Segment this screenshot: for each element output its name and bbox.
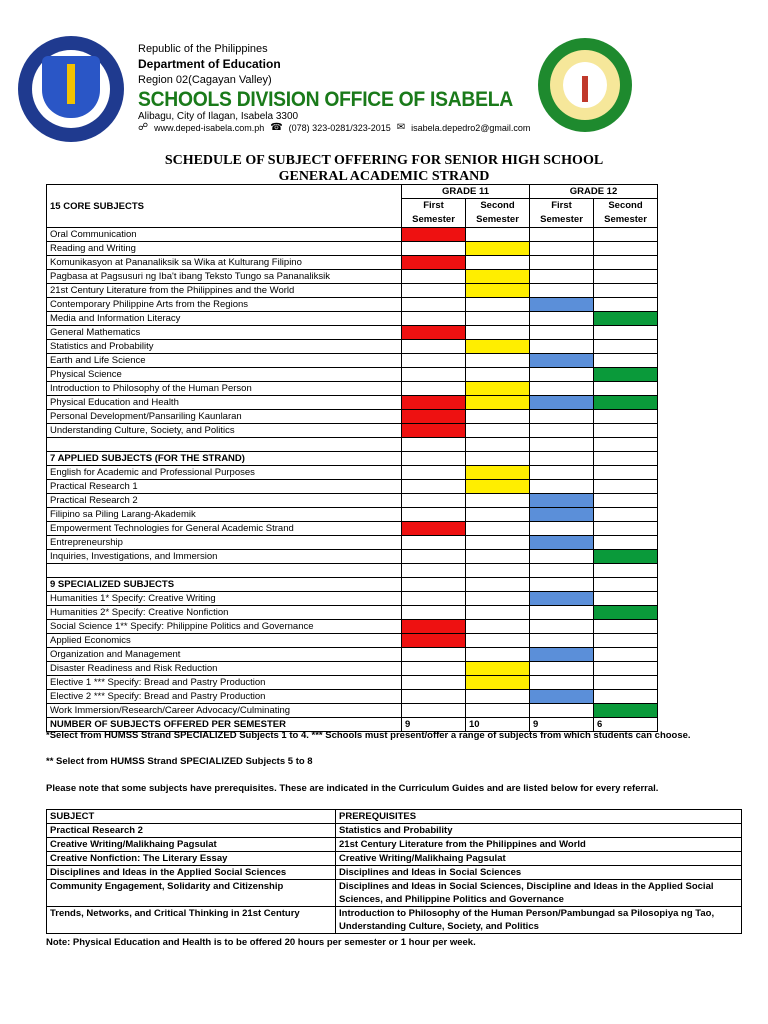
subject-row bbox=[47, 270, 658, 284]
semester-cell bbox=[594, 494, 658, 508]
prereq-requirement: Creative Writing/Malikhaing Pagsulat bbox=[336, 852, 742, 866]
semester-cell bbox=[402, 690, 466, 704]
semester-cell bbox=[594, 466, 658, 480]
subject-row bbox=[47, 452, 658, 466]
semester-cell bbox=[402, 326, 466, 340]
semester-cell bbox=[466, 242, 530, 256]
semester-cell bbox=[594, 592, 658, 606]
subject-name: Physical Education and Health bbox=[47, 396, 402, 410]
subject-row bbox=[47, 368, 658, 382]
subject-name: Entrepreneurship bbox=[47, 536, 402, 550]
subject-name: Pagbasa at Pagsusuri ng Iba't ibang Teksto Tungo sa Pananaliksik bbox=[47, 270, 402, 284]
semester-cell bbox=[466, 662, 530, 676]
semester-header-2 bbox=[466, 199, 530, 228]
semester-label-line2: Semester bbox=[604, 214, 647, 225]
semester-cell bbox=[466, 508, 530, 522]
semester-label-line1: First bbox=[423, 200, 444, 211]
subject-row bbox=[47, 396, 658, 410]
semester-cell bbox=[530, 480, 594, 494]
semester-cell bbox=[402, 704, 466, 718]
semester-cell bbox=[402, 298, 466, 312]
semester-cell bbox=[466, 606, 530, 620]
semester-cell bbox=[594, 368, 658, 382]
subject-row bbox=[47, 326, 658, 340]
semester-cell bbox=[530, 704, 594, 718]
semester-cell bbox=[466, 452, 530, 466]
semester-cell bbox=[530, 466, 594, 480]
semester-cell bbox=[402, 256, 466, 270]
semester-cell bbox=[402, 242, 466, 256]
semester-cell bbox=[530, 382, 594, 396]
semester-cell bbox=[402, 480, 466, 494]
semester-cell bbox=[402, 438, 466, 452]
subject-name: Social Science 1** Specify: Philippine Politics and Governance bbox=[47, 620, 402, 634]
subject-row bbox=[47, 536, 658, 550]
semester-cell bbox=[466, 592, 530, 606]
semester-cell bbox=[466, 256, 530, 270]
semester-cell bbox=[402, 410, 466, 424]
semester-cell bbox=[594, 634, 658, 648]
semester-cell bbox=[530, 592, 594, 606]
subject-name: Elective 2 *** Specify: Bread and Pastry Production bbox=[47, 690, 402, 704]
semester-cell bbox=[402, 466, 466, 480]
subject-row bbox=[47, 382, 658, 396]
semester-cell bbox=[466, 340, 530, 354]
subject-row bbox=[47, 578, 658, 592]
grade-11-header: GRADE 11 bbox=[402, 185, 530, 199]
semester-cell bbox=[466, 648, 530, 662]
semester-cell bbox=[530, 452, 594, 466]
semester-cell bbox=[594, 242, 658, 256]
subject-count: 9 bbox=[402, 718, 466, 732]
subject-name: Practical Research 1 bbox=[47, 480, 402, 494]
semester-cell bbox=[466, 578, 530, 592]
semester-cell bbox=[466, 228, 530, 242]
semester-cell bbox=[466, 620, 530, 634]
semester-cell bbox=[466, 676, 530, 690]
semester-cell bbox=[466, 480, 530, 494]
semester-cell bbox=[530, 340, 594, 354]
prereq-requirement: 21st Century Literature from the Philippines and World bbox=[336, 838, 742, 852]
footnote-humss-1: *Select from HUMSS Strand SPECIALIZED Subjects 1 to 4. *** Schools must present/offer a range of subjects from which students can choose. bbox=[46, 730, 691, 741]
semester-cell bbox=[594, 312, 658, 326]
semester-cell bbox=[402, 508, 466, 522]
semester-cell bbox=[466, 312, 530, 326]
semester-cell bbox=[466, 466, 530, 480]
semester-cell bbox=[594, 522, 658, 536]
semester-cell bbox=[530, 228, 594, 242]
prereq-row bbox=[47, 907, 742, 934]
subject-name: Media and Information Literacy bbox=[47, 312, 402, 326]
subject-row bbox=[47, 410, 658, 424]
semester-cell bbox=[594, 704, 658, 718]
subject-name bbox=[47, 564, 402, 578]
prereq-requirement: Statistics and Probability bbox=[336, 824, 742, 838]
semester-header-1 bbox=[402, 199, 466, 228]
prereq-row bbox=[47, 880, 742, 907]
prereq-subject-header: SUBJECT bbox=[47, 810, 336, 824]
semester-cell bbox=[402, 270, 466, 284]
prereq-subject: Creative Nonfiction: The Literary Essay bbox=[47, 852, 336, 866]
subject-name: Oral Communication bbox=[47, 228, 402, 242]
semester-cell bbox=[594, 676, 658, 690]
semester-cell bbox=[466, 354, 530, 368]
subject-name: Introduction to Philosophy of the Human Person bbox=[47, 382, 402, 396]
semester-cell bbox=[466, 396, 530, 410]
core-subjects-header: 15 CORE SUBJECTS bbox=[47, 185, 402, 228]
prereq-header-row bbox=[47, 810, 742, 824]
semester-cell bbox=[594, 536, 658, 550]
grade-12-header: GRADE 12 bbox=[530, 185, 658, 199]
web-icon: ☍ bbox=[138, 122, 149, 133]
semester-cell bbox=[402, 550, 466, 564]
subject-row bbox=[47, 648, 658, 662]
prereq-requirement: Disciplines and Ideas in Social Sciences, Discipline and Ideas in the Applied Social Sciences, and Philippine Politics and Governance bbox=[336, 880, 742, 907]
subject-name: Empowerment Technologies for General Academic Strand bbox=[47, 522, 402, 536]
semester-cell bbox=[402, 340, 466, 354]
subject-row bbox=[47, 438, 658, 452]
semester-cell bbox=[402, 494, 466, 508]
semester-cell bbox=[466, 270, 530, 284]
semester-cell bbox=[594, 382, 658, 396]
subject-name: 21st Century Literature from the Philippines and the World bbox=[47, 284, 402, 298]
subject-name bbox=[47, 438, 402, 452]
prereq-requirement: Introduction to Philosophy of the Human Person/Pambungad sa Pilosopiya ng Tao, Understanding Culture, Society, and Politics bbox=[336, 907, 742, 934]
subject-name: Work Immersion/Research/Career Advocacy/Culminating bbox=[47, 704, 402, 718]
semester-cell bbox=[594, 284, 658, 298]
department-text: Department of Education bbox=[138, 57, 281, 71]
semester-cell bbox=[530, 354, 594, 368]
semester-cell bbox=[402, 606, 466, 620]
subject-name: Understanding Culture, Society, and Politics bbox=[47, 424, 402, 438]
subject-name: Applied Economics bbox=[47, 634, 402, 648]
subject-row bbox=[47, 564, 658, 578]
pe-note: Note: Physical Education and Health is to be offered 20 hours per semester or 1 hour per week. bbox=[46, 937, 476, 948]
semester-cell bbox=[530, 242, 594, 256]
schedule-table bbox=[46, 184, 658, 732]
semester-cell bbox=[594, 270, 658, 284]
semester-cell bbox=[466, 494, 530, 508]
subject-name: Personal Development/Pansariling Kaunlaran bbox=[47, 410, 402, 424]
document-title: SCHEDULE OF SUBJECT OFFERING FOR SENIOR HIGH SCHOOL bbox=[164, 153, 604, 168]
semester-cell bbox=[466, 690, 530, 704]
prerequisite-note: Please note that some subjects have prerequisites. These are indicated in the Curriculum Guides and are listed below for every referral. bbox=[46, 783, 659, 794]
semester-cell bbox=[402, 368, 466, 382]
subject-row bbox=[47, 508, 658, 522]
semester-cell bbox=[466, 522, 530, 536]
semester-cell bbox=[530, 606, 594, 620]
semester-cell bbox=[530, 256, 594, 270]
semester-cell bbox=[530, 662, 594, 676]
subject-row bbox=[47, 592, 658, 606]
semester-cell bbox=[594, 648, 658, 662]
semester-cell bbox=[594, 410, 658, 424]
semester-cell bbox=[530, 620, 594, 634]
phone-icon: ☎ bbox=[270, 122, 283, 133]
semester-cell bbox=[402, 424, 466, 438]
semester-cell bbox=[594, 256, 658, 270]
semester-cell bbox=[530, 368, 594, 382]
subject-row bbox=[47, 620, 658, 634]
phone-text: (078) 323-0281/323-2015 bbox=[288, 122, 391, 133]
semester-cell bbox=[466, 438, 530, 452]
subject-row bbox=[47, 550, 658, 564]
subject-row bbox=[47, 354, 658, 368]
semester-cell bbox=[466, 564, 530, 578]
semester-cell bbox=[594, 228, 658, 242]
semester-cell bbox=[594, 340, 658, 354]
semester-label-line2: Semester bbox=[540, 214, 583, 225]
prerequisites-table bbox=[46, 809, 742, 934]
footnote-humss-2: ** Select from HUMSS Strand SPECIALIZED Subjects 5 to 8 bbox=[46, 756, 313, 767]
address-text: Alibagu, City of Ilagan, Isabela 3300 bbox=[138, 111, 299, 122]
semester-cell bbox=[594, 578, 658, 592]
semester-cell bbox=[466, 536, 530, 550]
semester-cell bbox=[594, 690, 658, 704]
email-link[interactable]: isabela.depedro2@gmail.com bbox=[411, 122, 531, 133]
semester-cell bbox=[530, 578, 594, 592]
prereq-subject: Practical Research 2 bbox=[47, 824, 336, 838]
semester-cell bbox=[530, 536, 594, 550]
semester-label-line2: Semester bbox=[476, 214, 519, 225]
subject-name: NUMBER OF SUBJECTS OFFERED PER SEMESTER bbox=[47, 718, 402, 732]
semester-cell bbox=[594, 396, 658, 410]
semester-cell bbox=[594, 424, 658, 438]
semester-cell bbox=[594, 550, 658, 564]
semester-label-line1: Second bbox=[480, 200, 515, 211]
prereq-row bbox=[47, 852, 742, 866]
subject-name: Filipino sa Piling Larang-Akademik bbox=[47, 508, 402, 522]
semester-cell bbox=[530, 410, 594, 424]
prereq-row bbox=[47, 824, 742, 838]
semester-label-line2: Semester bbox=[412, 214, 455, 225]
subject-name: Inquiries, Investigations, and Immersion bbox=[47, 550, 402, 564]
strand-title: GENERAL ACADEMIC STRAND bbox=[278, 169, 490, 184]
semester-cell bbox=[466, 368, 530, 382]
semester-cell bbox=[402, 396, 466, 410]
semester-cell bbox=[530, 550, 594, 564]
semester-cell bbox=[466, 326, 530, 340]
prereq-row bbox=[47, 866, 742, 880]
subject-name: Earth and Life Science bbox=[47, 354, 402, 368]
semester-cell bbox=[530, 508, 594, 522]
semester-cell bbox=[402, 578, 466, 592]
semester-cell bbox=[402, 228, 466, 242]
semester-cell bbox=[466, 704, 530, 718]
mail-icon: ✉ bbox=[396, 122, 406, 133]
semester-cell bbox=[530, 564, 594, 578]
subject-row bbox=[47, 242, 658, 256]
prereq-row bbox=[47, 838, 742, 852]
semester-cell bbox=[530, 284, 594, 298]
prereq-requirement: Disciplines and Ideas in Social Sciences bbox=[336, 866, 742, 880]
subject-name: Practical Research 2 bbox=[47, 494, 402, 508]
semester-cell bbox=[530, 494, 594, 508]
semester-cell bbox=[594, 438, 658, 452]
semester-cell bbox=[594, 620, 658, 634]
subject-name: Contemporary Philippine Arts from the Regions bbox=[47, 298, 402, 312]
subject-row bbox=[47, 228, 658, 242]
region-text: Region 02(Cagayan Valley) bbox=[138, 74, 272, 86]
subject-name: General Mathematics bbox=[47, 326, 402, 340]
sdo-isabela-seal-logo bbox=[538, 38, 632, 132]
subject-row bbox=[47, 676, 658, 690]
subject-row bbox=[47, 298, 658, 312]
prereq-subject: Trends, Networks, and Critical Thinking in 21st Century bbox=[47, 907, 336, 934]
table-header-row bbox=[47, 185, 658, 199]
semester-cell bbox=[530, 634, 594, 648]
semester-header-4 bbox=[594, 199, 658, 228]
semester-cell bbox=[594, 326, 658, 340]
subject-row bbox=[47, 522, 658, 536]
semester-cell bbox=[594, 298, 658, 312]
semester-label-line1: First bbox=[551, 200, 572, 211]
semester-cell bbox=[402, 564, 466, 578]
prereq-prereq-header: PREREQUISITES bbox=[336, 810, 742, 824]
semester-label-line1: Second bbox=[608, 200, 643, 211]
subject-name: Humanities 2* Specify: Creative Nonfiction bbox=[47, 606, 402, 620]
subject-name: 7 APPLIED SUBJECTS (FOR THE STRAND) bbox=[47, 452, 402, 466]
subject-name: Humanities 1* Specify: Creative Writing bbox=[47, 592, 402, 606]
semester-cell bbox=[466, 634, 530, 648]
subject-name: Organization and Management bbox=[47, 648, 402, 662]
subject-count: 10 bbox=[466, 718, 530, 732]
semester-cell bbox=[466, 550, 530, 564]
subject-row bbox=[47, 690, 658, 704]
semester-cell bbox=[530, 326, 594, 340]
semester-cell bbox=[594, 564, 658, 578]
subject-row bbox=[47, 312, 658, 326]
semester-cell bbox=[402, 662, 466, 676]
semester-cell bbox=[530, 312, 594, 326]
subject-row bbox=[47, 634, 658, 648]
semester-cell bbox=[530, 676, 594, 690]
semester-cell bbox=[530, 424, 594, 438]
semester-cell bbox=[530, 648, 594, 662]
subject-name: 9 SPECIALIZED SUBJECTS bbox=[47, 578, 402, 592]
semester-cell bbox=[402, 676, 466, 690]
semester-cell bbox=[402, 634, 466, 648]
subject-row bbox=[47, 494, 658, 508]
semester-cell bbox=[402, 382, 466, 396]
semester-cell bbox=[402, 648, 466, 662]
semester-cell bbox=[530, 522, 594, 536]
semester-cell bbox=[402, 536, 466, 550]
subject-count: 9 bbox=[530, 718, 594, 732]
semester-cell bbox=[402, 522, 466, 536]
semester-cell bbox=[402, 284, 466, 298]
subject-name: Physical Science bbox=[47, 368, 402, 382]
semester-cell bbox=[402, 592, 466, 606]
semester-cell bbox=[594, 508, 658, 522]
semester-cell bbox=[530, 690, 594, 704]
prereq-subject: Disciplines and Ideas in the Applied Social Sciences bbox=[47, 866, 336, 880]
office-name: SCHOOLS DIVISION OFFICE OF ISABELA bbox=[138, 88, 513, 111]
subject-row bbox=[47, 662, 658, 676]
subject-name: Komunikasyon at Pananaliksik sa Wika at Kulturang Filipino bbox=[47, 256, 402, 270]
republic-text: Republic of the Philippines bbox=[138, 43, 268, 55]
subject-name: Disaster Readiness and Risk Reduction bbox=[47, 662, 402, 676]
subject-name: Elective 1 *** Specify: Bread and Pastry Production bbox=[47, 676, 402, 690]
subject-row bbox=[47, 466, 658, 480]
semester-cell bbox=[466, 424, 530, 438]
prereq-subject: Creative Writing/Malikhaing Pagsulat bbox=[47, 838, 336, 852]
semester-header-3 bbox=[530, 199, 594, 228]
semester-cell bbox=[402, 354, 466, 368]
semester-cell bbox=[402, 620, 466, 634]
subject-row bbox=[47, 704, 658, 718]
subject-row bbox=[47, 480, 658, 494]
semester-cell bbox=[466, 410, 530, 424]
prereq-subject: Community Engagement, Solidarity and Citizenship bbox=[47, 880, 336, 907]
subject-row bbox=[47, 256, 658, 270]
semester-cell bbox=[466, 382, 530, 396]
subject-row bbox=[47, 606, 658, 620]
subject-count: 6 bbox=[594, 718, 658, 732]
semester-cell bbox=[466, 284, 530, 298]
semester-cell bbox=[402, 312, 466, 326]
semester-cell bbox=[466, 298, 530, 312]
semester-cell bbox=[530, 438, 594, 452]
subject-name: Statistics and Probability bbox=[47, 340, 402, 354]
semester-cell bbox=[594, 606, 658, 620]
semester-cell bbox=[530, 396, 594, 410]
semester-cell bbox=[594, 452, 658, 466]
semester-cell bbox=[594, 662, 658, 676]
subject-row bbox=[47, 340, 658, 354]
deped-seal-logo bbox=[18, 36, 124, 142]
contact-line bbox=[138, 122, 530, 133]
subject-row bbox=[47, 424, 658, 438]
subject-row bbox=[47, 284, 658, 298]
semester-cell bbox=[530, 298, 594, 312]
semester-cell bbox=[402, 452, 466, 466]
semester-cell bbox=[594, 354, 658, 368]
subject-name: English for Academic and Professional Purposes bbox=[47, 466, 402, 480]
subject-name: Reading and Writing bbox=[47, 242, 402, 256]
semester-cell bbox=[594, 480, 658, 494]
website-link[interactable]: www.deped-isabela.com.ph bbox=[154, 122, 265, 133]
semester-cell bbox=[530, 270, 594, 284]
